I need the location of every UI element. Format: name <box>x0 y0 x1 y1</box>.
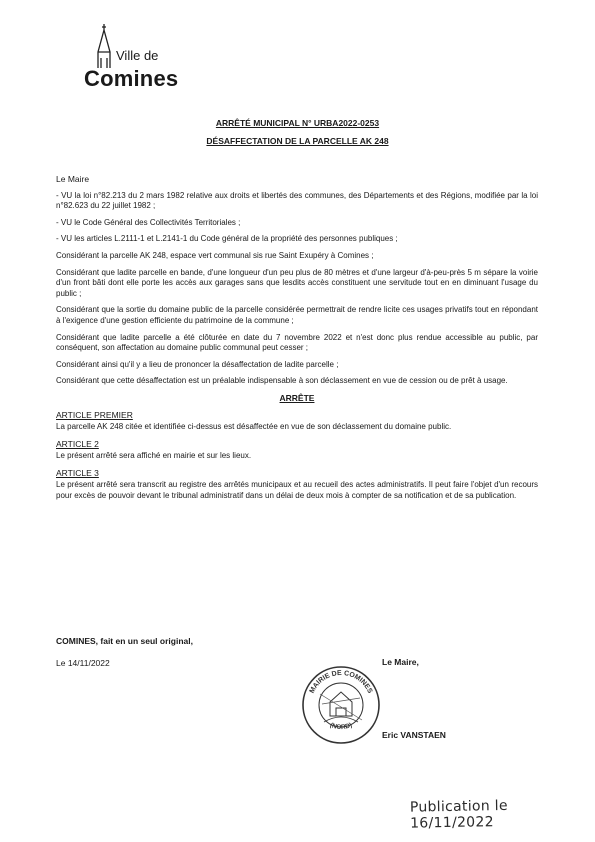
article-text: La parcelle AK 248 citée et identifiée ci-dessus est désaffectée en vue de son déclassement du domaine public. <box>56 422 452 432</box>
handwritten-publication-note: Publication le 16/11/2022 <box>409 797 508 832</box>
seal-subtext: (NORD) <box>328 721 354 732</box>
mayor-label: Le Maire, <box>382 657 419 667</box>
article-text: Le présent arrêté sera affiché en mairie et sur les lieux. <box>56 451 252 461</box>
document-body <box>56 174 538 508</box>
paragraph: - VU la loi n°82.213 du 2 mars 1982 relative aux droits et libertés des communes, des Départements et des Régions, modifiée par la loi n°82.623 du 22 juillet 1982 ; <box>56 190 538 211</box>
paragraph: - VU le Code Général des Collectivités Territoriales ; <box>56 217 241 227</box>
paragraph: Considérant que la sortie du domaine public de la parcelle considérée permettrait de rendre licite ces usages privatifs tout en répondant à l'exigence d'une gestion efficiente du patrimoine de la commune ; <box>56 305 538 325</box>
paragraph: Considérant que ladite parcelle a été clôturée en date du 7 novembre 2022 et n'est donc plus rendue accessible au public, par conséquent, son affectation au domaine public communal peut cesser ; <box>56 332 538 353</box>
logo-line-ville: Ville de <box>116 48 159 63</box>
mairie-seal-stamp <box>300 664 382 746</box>
document-title: ARRÊTÉ MUNICIPAL N° URBA2022-0253 <box>215 118 380 128</box>
svg-text:(NORD) <box>329 722 353 731</box>
paragraph: - VU les articles L.2111-1 et L.2141-1 du Code général de la propriété des personnes publiques ; <box>56 234 398 244</box>
article-title: ARTICLE PREMIER <box>56 409 133 420</box>
signer-name: Eric VANSTAEN <box>382 730 446 740</box>
logo-line-comines: Comines <box>84 66 179 91</box>
document-header <box>0 118 595 154</box>
city-logo <box>80 22 190 94</box>
paragraph: Considérant que ladite parcelle en bande, d'une longueur d'un peu plus de 80 mètres et d'une largeur d'à-peu-près 5 m sépare la voirie d'un front bâti dont elle porte les accès aux garages sans que lesdits accès constituent une servitude tout en en diminuant l'usage du public ; <box>56 267 538 298</box>
arrete-heading: ARRÊTE <box>279 392 315 403</box>
article-title: ARTICLE 2 <box>56 438 99 449</box>
document-subtitle: DÉSAFFECTATION DE LA PARCELLE AK 248 <box>206 136 389 146</box>
seal-text: MAIRIE DE COMINES <box>308 669 374 695</box>
paragraph: Considérant ainsi qu'il y a lieu de prononcer la désaffectation de ladite parcelle ; <box>56 359 339 369</box>
article-text: Le présent arrêté sera transcrit au registre des arrêtés municipaux et au recueil des actes administratifs. Il peut faire l'objet d'un recours pour excès de pouvoir devant le tribunal administratif dans un délai de deux mois à compter de sa notification et de sa publication. <box>56 480 538 501</box>
article-title: ARTICLE 3 <box>56 467 99 478</box>
intro-le-maire: Le Maire <box>56 174 90 184</box>
done-at-line: COMINES, fait en un seul original, <box>56 636 193 646</box>
signature-date: Le 14/11/2022 <box>56 658 110 668</box>
paragraph: Considérant que cette désaffectation est un préalable indispensable à son déclassement en vue de cession ou de prêt à usage. <box>56 376 508 386</box>
paragraph: Considérant la parcelle AK 248, espace vert communal sis rue Saint Exupéry à Comines ; <box>56 250 374 260</box>
